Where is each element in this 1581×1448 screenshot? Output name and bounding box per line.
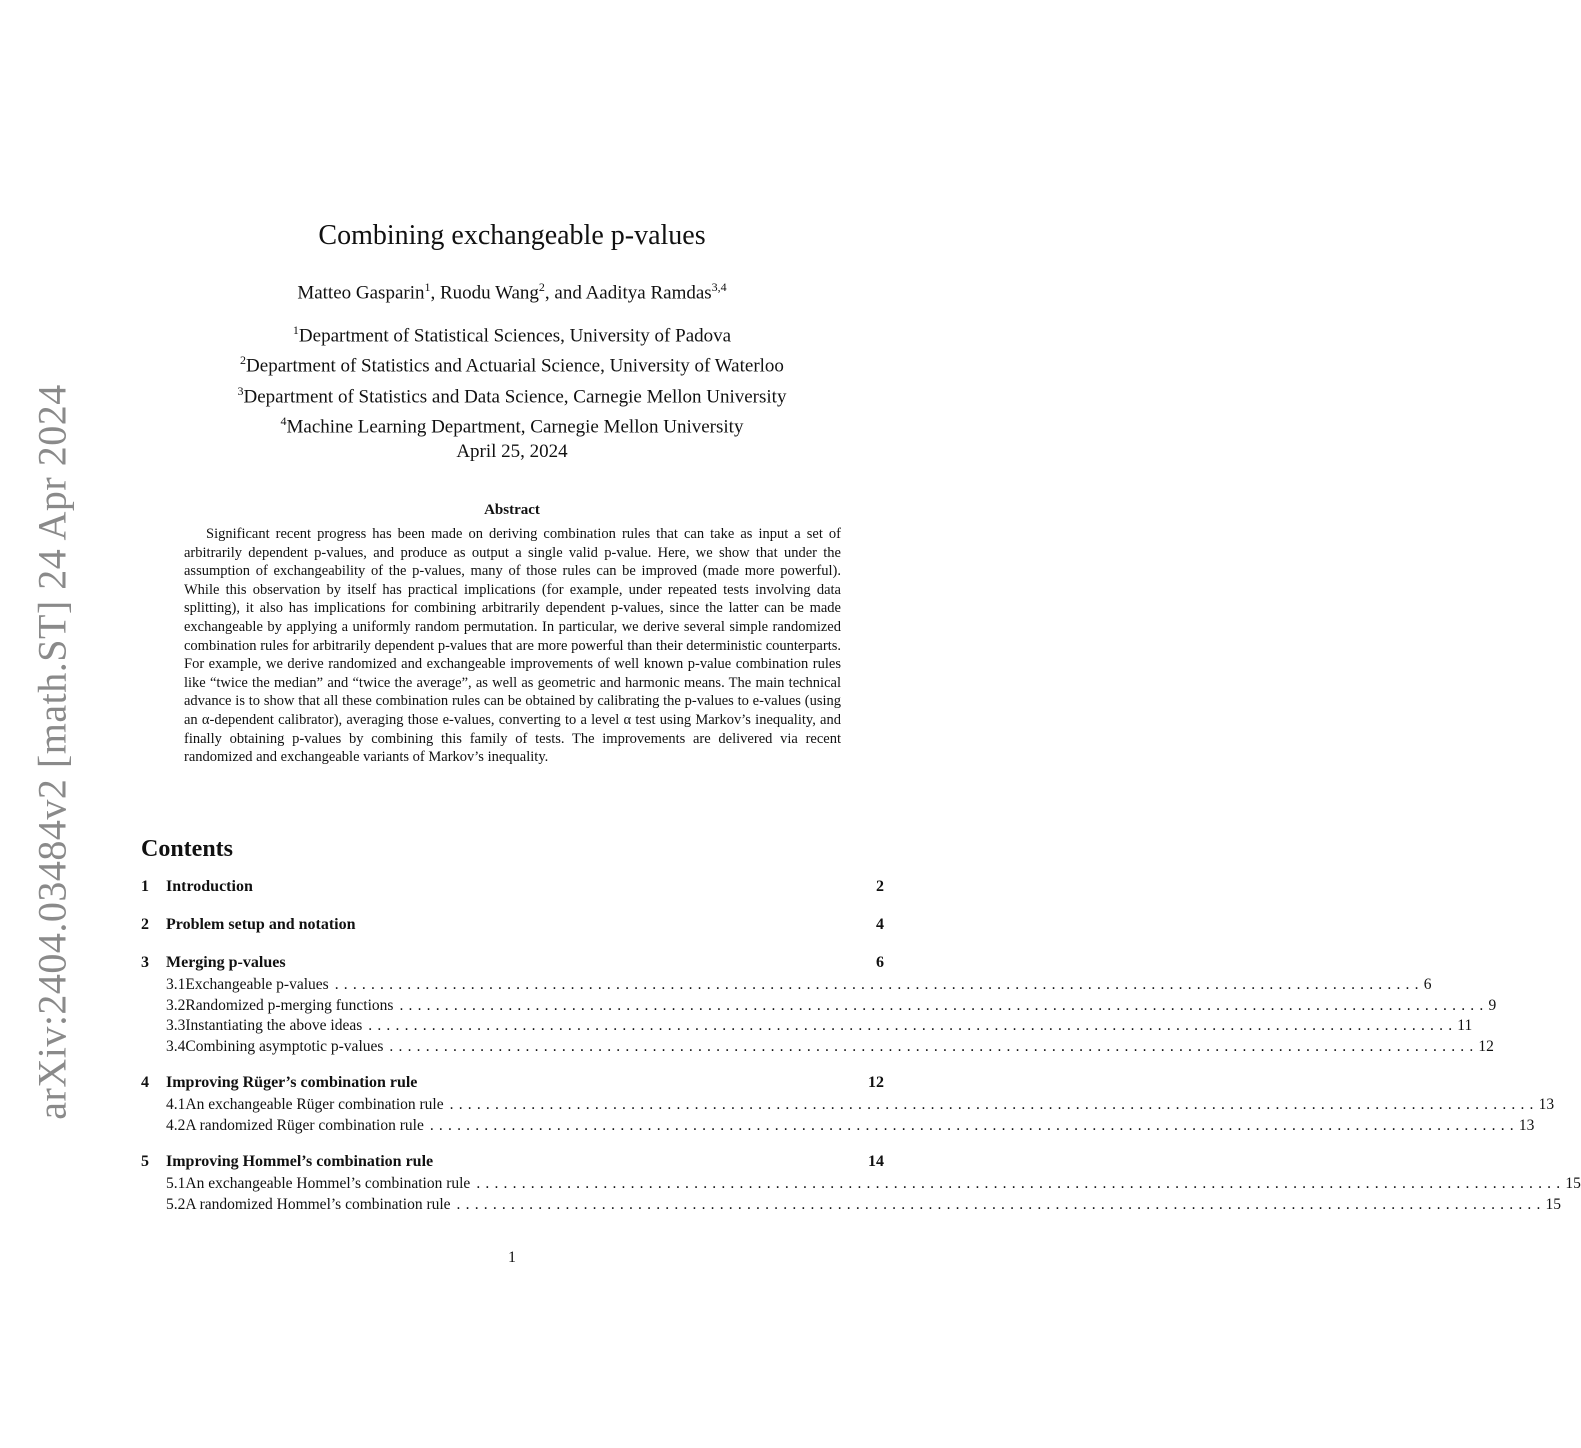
- toc-section-page: 2: [876, 878, 884, 895]
- affiliation-mark: 4: [280, 413, 287, 428]
- author-name: Aaditya Ramdas: [585, 282, 712, 304]
- toc-subsection-number: 5.2: [166, 1195, 186, 1213]
- toc-section-2: [141, 916, 884, 938]
- toc-subsection-page: 9: [1488, 996, 1497, 1014]
- affiliation-mark: 1: [292, 323, 299, 337]
- toc-section-number: 1: [141, 878, 149, 895]
- author-affiliation-mark: 2: [538, 280, 545, 294]
- toc-dot-leader: ........................................................................................................................: [429, 1116, 1519, 1134]
- toc-section-number: 3: [141, 954, 149, 971]
- toc-subsection-number: 3.2: [166, 996, 186, 1014]
- toc-subsection-number: 5.1: [166, 1175, 186, 1192]
- toc-subsection-entry[interactable]: [141, 1096, 1555, 1117]
- toc-section-5: [141, 1153, 1581, 1216]
- toc-subsection-title: An exchangeable Rüger combination rule: [185, 1096, 444, 1113]
- toc-subsection-entry[interactable]: [141, 1017, 1473, 1038]
- toc-subsection-number: 4.2: [166, 1116, 186, 1134]
- author-list: [0, 280, 1024, 304]
- toc-subsection-page: 11: [1457, 1017, 1473, 1034]
- toc-dot-leader: ........................................................................................................................: [368, 1017, 1458, 1034]
- table-of-contents: [141, 878, 1581, 1232]
- affiliation-mark: 3: [237, 383, 244, 398]
- toc-section-page: 14: [868, 1153, 884, 1170]
- affiliation-list: [0, 318, 1024, 439]
- toc-subsection-title: Randomized p-merging functions: [185, 996, 394, 1014]
- toc-subsection-entry[interactable]: [141, 1037, 1494, 1059]
- toc-section-4: [141, 1074, 1555, 1137]
- toc-subsection-entry[interactable]: [141, 976, 1432, 997]
- publication-date: April 25, 2024: [456, 441, 568, 462]
- toc-subsection-title: A randomized Rüger combination rule: [185, 1116, 424, 1134]
- toc-subsection-title: An exchangeable Hommel’s combination rule: [185, 1175, 471, 1192]
- toc-subsection-title: Instantiating the above ideas: [185, 1017, 363, 1034]
- author-name: Ruodu Wang: [439, 282, 539, 304]
- toc-subsection-title: A randomized Hommel’s combination rule: [185, 1195, 451, 1213]
- toc-subsection-number: 3.4: [166, 1037, 186, 1055]
- toc-section-page: 4: [876, 916, 884, 933]
- affiliation: [0, 409, 1024, 439]
- affiliation: [0, 348, 1024, 378]
- affiliation: [0, 318, 1024, 348]
- page-number: 1: [508, 1249, 516, 1266]
- toc-dot-leader: ........................................................................................................................: [449, 1096, 1539, 1113]
- author-separator: ,: [430, 282, 440, 304]
- toc-dot-leader: ........................................................................................................................: [476, 1175, 1566, 1192]
- toc-subsection-page: 15: [1545, 1195, 1562, 1213]
- toc-subsection-page: 13: [1538, 1096, 1555, 1113]
- abstract-heading: Abstract: [484, 502, 540, 518]
- affiliation-text: Department of Statistical Sciences, University of Padova: [298, 325, 732, 347]
- toc-section-1: [141, 878, 884, 900]
- toc-subsection-entry[interactable]: [141, 1175, 1581, 1196]
- affiliation-mark: 2: [240, 353, 247, 368]
- contents-heading: Contents: [141, 836, 234, 862]
- toc-section-number: 5: [141, 1153, 149, 1170]
- affiliation: [0, 379, 1024, 409]
- toc-section-entry[interactable]: [141, 878, 884, 900]
- toc-section-page: 6: [876, 954, 884, 971]
- paper-title: Combining exchangeable p-values: [318, 220, 706, 251]
- author-affiliation-mark: 3,4: [711, 280, 727, 294]
- toc-subsection-entry[interactable]: [141, 1116, 1535, 1138]
- author-separator: , and: [544, 282, 586, 304]
- affiliation-text: Department of Statistics and Data Science, Carnegie Mellon University: [243, 385, 787, 407]
- affiliation-text: Department of Statistics and Actuarial Science, University of Waterloo: [246, 355, 784, 377]
- author-name: Matteo Gasparin: [297, 282, 425, 304]
- toc-dot-leader: ........................................................................................................................: [456, 1195, 1546, 1213]
- toc-section-title: Merging p-values: [166, 954, 286, 971]
- toc-section-entry[interactable]: [141, 954, 884, 976]
- toc-section-number: 4: [141, 1074, 149, 1091]
- toc-section-title: Problem setup and notation: [166, 916, 356, 933]
- arxiv-identifier-text: arXiv:2404.03484v2 [math.ST] 24 Apr 2024: [29, 384, 75, 1120]
- toc-subsection-number: 3.3: [166, 1017, 186, 1034]
- toc-subsection-title: Combining asymptotic p-values: [185, 1037, 384, 1055]
- toc-section-entry[interactable]: [141, 916, 884, 938]
- toc-subsection-entry[interactable]: [141, 1195, 1562, 1217]
- toc-section-entry[interactable]: [141, 1074, 884, 1096]
- toc-section-title: Improving Rüger’s combination rule: [166, 1074, 418, 1091]
- author-affiliation-mark: 1: [424, 280, 431, 294]
- toc-subsection-page: 15: [1565, 1175, 1581, 1192]
- toc-section-3: [141, 954, 1497, 1058]
- toc-subsection-number: 4.1: [166, 1096, 186, 1113]
- toc-subsection-page: 13: [1518, 1116, 1535, 1134]
- toc-section-entry[interactable]: [141, 1153, 884, 1175]
- abstract-text: Significant recent progress has been made on deriving combination rules that can take as input a set of arbitrarily dependent p-values, and produce as output a single valid p-value. Here, we show that under the assumption of exchangeability of the p-values, many of those rules can be improved (made more powerful). While this observation by itself has practical implications (for example, under repeated tests involving data splitting), it also has implications for combining arbitrarily dependent p-values, since the latter can be made exchangeable by applying a uniformly random permutation. In particular, we derive several simple randomized combination rules for arbitrarily dependent p-values that are more powerful than their deterministic counterparts. For example, we derive randomized and exchangeable improvements of well known p-value combination rules like “twice the median” and “twice the average”, as well as geometric and harmonic means. The main technical advance is to show that all these combination rules can be obtained by calibrating the p-values to e-values (using an α-dependent calibrator), averaging those e-values, converting to a level α test using Markov’s inequality, and finally obtaining p-values by combining this family of tests. The improvements are delivered via recent randomized and exchangeable variants of Markov’s inequality.: [184, 526, 841, 766]
- toc-dot-leader: ........................................................................................................................: [399, 996, 1489, 1014]
- toc-dot-leader: ........................................................................................................................: [334, 976, 1424, 993]
- toc-section-page: 12: [868, 1074, 884, 1091]
- toc-section-number: 2: [141, 916, 149, 933]
- toc-subsection-page: 12: [1478, 1037, 1494, 1055]
- toc-subsection-page: 6: [1423, 976, 1432, 993]
- toc-subsection-number: 3.1: [166, 976, 186, 993]
- toc-subsection-title: Exchangeable p-values: [185, 976, 329, 993]
- toc-subsection-entry[interactable]: [141, 996, 1497, 1018]
- toc-section-title: Introduction: [166, 878, 253, 895]
- toc-section-title: Improving Hommel’s combination rule: [166, 1153, 434, 1170]
- toc-dot-leader: ........................................................................................................................: [389, 1037, 1479, 1055]
- affiliation-text: Machine Learning Department, Carnegie Mellon University: [286, 416, 744, 438]
